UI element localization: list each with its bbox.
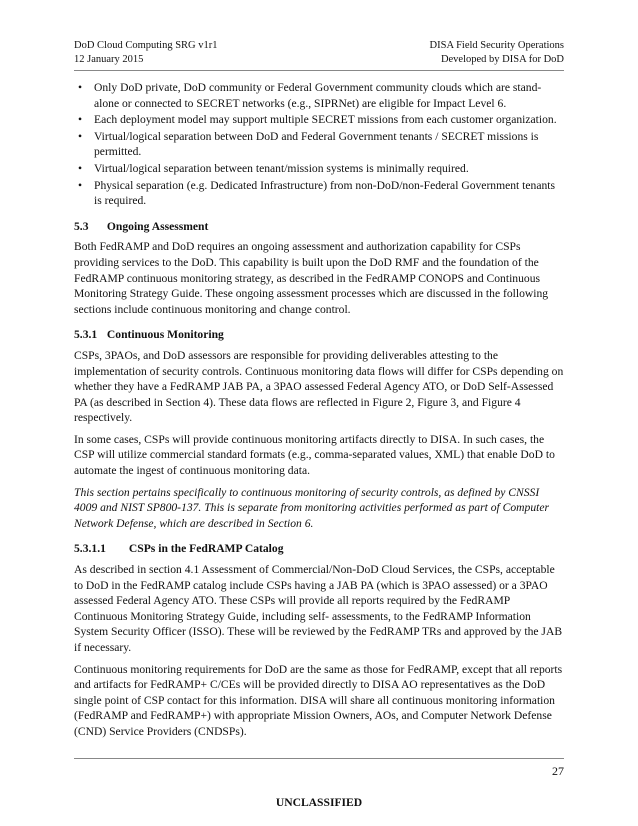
bullet-icon: • <box>78 81 83 94</box>
classification-banner: UNCLASSIFIED <box>275 796 363 809</box>
italic-note: This section pertains specifically to continuous monitoring of security controls, as defined by CNSSI 4009 and NIST SP800-137. This is separate from monitoring activities performed as part of Computer Network Defense, which are described in Section 6. <box>74 485 550 530</box>
list-item: • Each deployment model may support multiple SECRET missions from each customer organization. <box>78 113 557 127</box>
bullet-list <box>74 80 564 209</box>
header-divider <box>74 70 564 71</box>
paragraph: Both FedRAMP and DoD requires an ongoing assessment and authorization capability for CSPs providing services to the DoD. This capability is built upon the DoD RMF and the foundation of the FedRAMP continuous monitoring strategy, as described in the FedRAMP CONOPS and Continuous Monitoring Strategy Guide. These ongoing assessment processes which are discussed in the following sections include continuous monitoring and change control. <box>74 240 549 316</box>
section-heading-5-3: 5.3 Ongoing Assessment <box>74 219 209 233</box>
header-right <box>430 39 564 67</box>
bullet-icon: • <box>78 161 83 175</box>
list-item: • Physical separation (e.g. Dedicated Infrastructure) from non-DoD/non-Federal Government tenants is required. <box>78 178 556 208</box>
paragraph: Continuous monitoring requirements for DoD are the same as those for FedRAMP, except that all reports and artifacts for FedRAMP+ C/CEs will be provided directly to DISA AO representatives as the DoD single point of CSP contact for this information. DISA will share all continuous monitoring information (FedRAMP and FedRAMP+) with appropriate Mission Owners, AOs, and Computer Network Defense (CND) Service Providers (CNDSPs). <box>74 662 563 738</box>
bullet-icon: • <box>78 129 83 143</box>
page-number: 27 <box>552 764 564 778</box>
document-date: 12 January 2015 <box>74 54 144 65</box>
document-title: DoD Cloud Computing SRG v1r1 <box>74 40 218 51</box>
page-body <box>74 80 564 746</box>
list-item: • Only DoD private, DoD community or Federal Government community clouds which are stand-alone or connected to SECRET networks (e.g., SIPRNet) are eligible for Impact Level 6. <box>78 81 542 110</box>
developer-note: Developed by DISA for DoD <box>440 54 564 65</box>
footer-divider <box>74 758 564 759</box>
section-heading-5-3-1: 5.3.1 Continuous Monitoring <box>74 328 224 342</box>
bullet-icon: • <box>78 178 83 192</box>
section-heading-5-3-1-1: 5.3.1.1 CSPs in the FedRAMP Catalog <box>74 542 284 556</box>
organization: DISA Field Security Operations <box>429 40 564 51</box>
bullet-icon: • <box>78 113 83 127</box>
header-left <box>74 39 218 67</box>
paragraph: CSPs, 3PAOs, and DoD assessors are responsible for providing deliverables attesting to the implementation of security controls. Continuous monitoring data flows will differ for CSPs depending on whether they have a FedRAMP JAB PA, a 3PAO assessed Federal Agency ATO, or DoD Self-Assessed PA (as described in Section 4). These data flows are reflected in Figure 2, Figure 3, and Figure 4 respectively. <box>74 348 564 425</box>
list-item: • Virtual/logical separation between DoD and Federal Government tenants / SECRET missions is permitted. <box>78 129 539 159</box>
paragraph: In some cases, CSPs will provide continuous monitoring artifacts directly to DISA. In such cases, the CSP will utilize commercial standard formats (e.g., comma-separated values, XML) that enable DoD to automate the ingest of continuous monitoring data. <box>74 432 555 478</box>
paragraph: As described in section 4.1 Assessment of Commercial/Non-DoD Cloud Services, the CSPs, acceptable to DoD in the FedRAMP catalog include CSPs having a JAB PA (which is 3PAO assessed) or a 3PAO assessed Federal Agency ATO. These CSPs will provide all reports required by the FedRAMP Continuous Monitoring Strategy Guide, including self- assessments, to the FedRAMP Information System Security Officer (ISSO). These will be reviewed by the FedRAMP TRs and approved by the JAB if necessary. <box>74 563 563 654</box>
list-item: • Virtual/logical separation between tenant/mission systems is minimally required. <box>78 161 469 175</box>
